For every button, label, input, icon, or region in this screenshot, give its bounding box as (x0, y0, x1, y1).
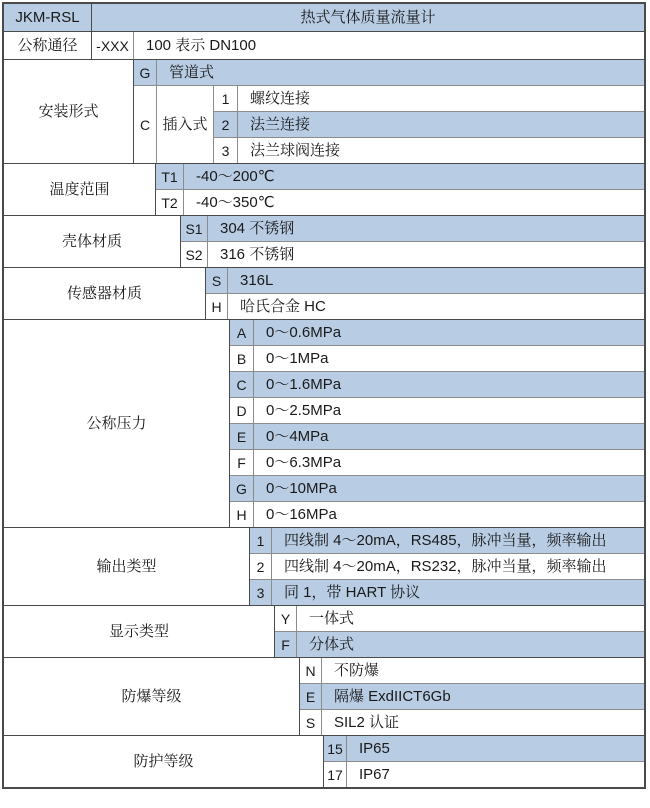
option-code: D (230, 398, 254, 423)
insert-option-row (214, 137, 644, 163)
option-code: 1 (250, 528, 272, 553)
temperature-row (156, 189, 644, 215)
option-code: N (300, 658, 322, 683)
pressure-row (230, 345, 644, 371)
option-code: E (300, 684, 322, 709)
option-text: 0～1.6MPa (266, 376, 342, 393)
header-row (4, 4, 644, 31)
option-text: 0～2.5MPa (266, 402, 342, 419)
option-code: G (230, 476, 254, 501)
nominal-diameter-row (4, 32, 644, 59)
explosion-row (300, 658, 644, 683)
sensor-row (206, 293, 644, 319)
page-title: 热式气体质量流量计 (300, 9, 436, 26)
option-code: T1 (156, 164, 184, 189)
option-text: 四线制 4～20mA，RS232，脉冲当量，频率输出 (284, 558, 607, 575)
section-housing-material (4, 215, 644, 267)
display-row (275, 606, 644, 631)
section-explosion-grade (4, 657, 644, 735)
option-code: 17 (324, 762, 347, 787)
option-code: E (230, 424, 254, 449)
option-code: G (134, 60, 157, 85)
display-row (275, 631, 644, 657)
output-row (250, 528, 644, 553)
protection-row (324, 761, 644, 787)
protection-row (324, 736, 644, 761)
pressure-row (230, 397, 644, 423)
pressure-row (230, 423, 644, 449)
temperature-row (156, 164, 644, 189)
option-text: 304 不锈钢 (220, 220, 295, 237)
insert-option-row (214, 86, 644, 111)
housing-material-label: 壳体材质 (4, 216, 181, 267)
option-code: 2 (214, 112, 238, 137)
insert-option-row (214, 111, 644, 137)
option-code: S2 (181, 242, 208, 267)
option-code: S (206, 268, 228, 293)
option-code: A (230, 320, 254, 345)
install-insert-group (134, 85, 644, 163)
option-text: 法兰球阀连接 (250, 142, 341, 159)
output-type-label: 输出类型 (4, 528, 250, 605)
model-code: JKM-RSL (4, 4, 92, 31)
pressure-row (230, 501, 644, 527)
section-sensor-material (4, 267, 644, 319)
output-row (250, 553, 644, 579)
option-text: 隔爆 ExdIICT6Gb (334, 688, 451, 705)
option-text: 0～16MPa (266, 506, 337, 523)
option-text: IP67 (359, 766, 390, 783)
section-temperature-range (4, 163, 644, 215)
option-text: 0～1MPa (266, 350, 329, 367)
option-text: -40～350℃ (196, 194, 275, 211)
sensor-row (206, 268, 644, 293)
option-code: B (230, 346, 254, 371)
option-text: SIL2 认证 (334, 714, 400, 731)
option-text: -40～200℃ (196, 168, 275, 185)
option-text: 哈氏合金 HC (240, 298, 326, 315)
housing-row (181, 216, 644, 241)
option-code: T2 (156, 190, 184, 215)
section-nominal-diameter (4, 31, 644, 59)
option-text: 0～0.6MPa (266, 324, 342, 341)
option-text: 法兰连接 (250, 116, 311, 133)
nominal-diameter-code: -XXX (92, 32, 134, 59)
option-text: 螺纹连接 (250, 90, 311, 107)
option-text: 316 不锈钢 (220, 246, 295, 263)
nominal-pressure-label: 公称压力 (4, 320, 230, 527)
insert-type-label: 插入式 (157, 86, 214, 163)
option-code: H (230, 502, 254, 527)
housing-row (181, 241, 644, 267)
section-protection-grade (4, 735, 644, 787)
display-type-label: 显示类型 (4, 606, 275, 657)
option-text: 0～4MPa (266, 428, 329, 445)
temperature-range-label: 温度范围 (4, 164, 156, 215)
section-header (4, 4, 644, 31)
option-text: 不防爆 (334, 662, 380, 679)
option-text: 0～6.3MPa (266, 454, 342, 471)
option-code: 3 (214, 138, 238, 163)
option-code: Y (275, 606, 297, 631)
nominal-diameter-desc: 100 表示 DN100 (146, 37, 257, 54)
option-code: 3 (250, 580, 272, 605)
pressure-row (230, 475, 644, 501)
section-nominal-pressure (4, 319, 644, 527)
option-code: 2 (250, 554, 272, 579)
option-text: 四线制 4～20mA，RS485，脉冲当量，频率输出 (284, 532, 607, 549)
pressure-row (230, 449, 644, 475)
option-code: S1 (181, 216, 208, 241)
option-text: 同 1，带 HART 协议 (284, 584, 421, 601)
model-selection-table (2, 2, 646, 789)
option-text: 一体式 (309, 610, 355, 627)
pressure-row (230, 320, 644, 345)
option-text: 管道式 (169, 64, 215, 81)
install-pipe-row (134, 60, 644, 85)
nominal-diameter-label: 公称通径 (4, 32, 92, 59)
output-row (250, 579, 644, 605)
explosion-row (300, 683, 644, 709)
option-text: IP65 (359, 740, 390, 757)
section-install-type (4, 59, 644, 163)
explosion-row (300, 709, 644, 735)
protection-grade-label: 防护等级 (4, 736, 324, 787)
sensor-material-label: 传感器材质 (4, 268, 206, 319)
pressure-row (230, 371, 644, 397)
option-text: 分体式 (309, 636, 355, 653)
option-code: F (275, 632, 297, 657)
option-code: S (300, 710, 322, 735)
option-code: C (230, 372, 254, 397)
section-output-type (4, 527, 644, 605)
option-text: 0～10MPa (266, 480, 337, 497)
explosion-grade-label: 防爆等级 (4, 658, 300, 735)
install-type-label: 安装形式 (4, 60, 134, 163)
option-code: F (230, 450, 254, 475)
insert-code: C (134, 86, 157, 163)
option-code: 1 (214, 86, 238, 111)
option-code: 15 (324, 736, 347, 761)
option-text: 316L (240, 272, 274, 289)
section-display-type (4, 605, 644, 657)
option-code: H (206, 294, 228, 319)
